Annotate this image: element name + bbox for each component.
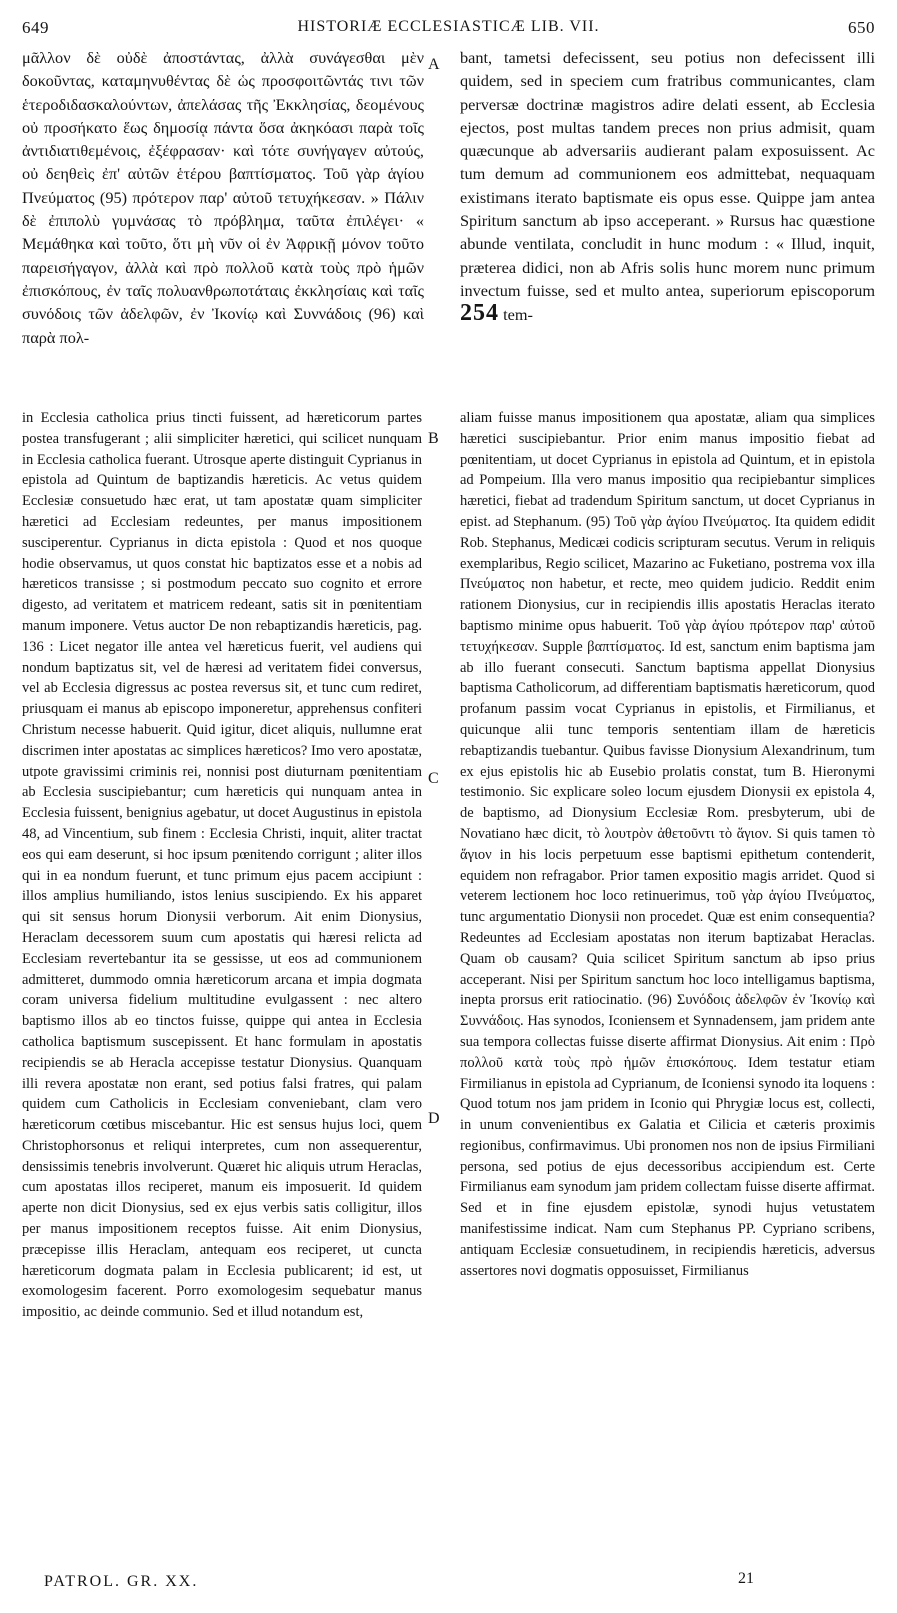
latin-text-after: tem- <box>503 305 533 325</box>
margin-marker-b: B <box>428 430 439 447</box>
latin-paragraph <box>460 46 875 327</box>
notes-left-text: in Ecclesia catholica prius tincti fuissent, ad hæreticorum partes postea transfugerant ; alii simpliciter hæretici, qui scilicet nunquam in Ecclesia catholica fuerant. Utrosque aperte distinguit Cyprianus in epistola ad Quintum de baptizandis hæreticis. Ac vetus quidem Ecclesiæ consuetudo hæc erat, ut tam apostatæ quam simpliciter hæretici ad Ecclesiam redeuntes, per manus impositionem susciperentur. Cyprianus in dicta epistola : Quod et nos quoque hodie observamus, ut quos constat hic baptizatos esse et a nobis ad hæreticos transisse ; si postmodum peccato suo cognito et errore digesto, ad veritatem et matricem redeant, satis sit in pœnitentiam manum imponere. Vetus auctor De non rebaptizandis hæreticis, pag. 136 : Licet negator ille antea vel hæreticus fuerit, vel audiens qui nondum baptizatus sit, vel de hæresi ad veritatem fidei conversus, vel ab Ecclesia digressus ac postea reversus sit, et tunc cum rediret, priusquam ei manus ab episcopo imponeretur, apprehensus confiteri Christum necesse habuerit. Quid igitur, dicet aliquis, nullumne erat discrimen inter apostatas ac simplices hæreticos? Imo vero apostatæ, utpote gravissimi criminis rei, nonnisi post diuturnam pœnitentiam ab Ecclesia suscipiebantur; cum hæreticis qui nunquam antea in Ecclesia fuissent, benignius agebatur, ut docet Augustinus in epistola 48, ad Vincentium, sub finem : Ecclesia Christi, inquit, aliter tractat eos qui eam deserunt, si hoc ipsum pœnitendo corrigunt ; aliter illos qui in ea nondum fuerunt, et tunc primum ejus pacem accipiunt : illos amplius humiliando, istos lenius suscipiendo. Ex his apparet qui sit sensus horum Dionysii verborum. Ait enim Dionysius, Heraclam decessorem suum cum apostatis qui hæresi relicta ad Ecclesiam revertebantur ita se gessisse, ut eos ad communionem admitteret, dummodo omnia hæreticorum arcana et impia dogmata coram universa fidelium multitudine evulgassent : nec altero baptismo illos ab eo tinctos fuisse, quippe qui antea in Ecclesia catholica baptismum suscepissent. Et hanc formulam in apostatis recipiendis se ab Heracla accepisse testatur Dionysius. Quanquam illi revera apostatæ non erant, sed potius falsi fratres, qui palam quidem cum Catholicis in Ecclesiam conveniebant, clam vero hæreticorum cœtibus miscebantur. Hic est sensus hujus loci, quem Christophorsonus et reliqui interpretes, cum non assequerentur, densissimis tenebris involverunt. Quæret hic aliquis utrum Heraclas, cum apostatas illos reciperet, manum eis imposuerit. Id quidem aperte non dicit Dionysius, sed ex ejus verbis satis colligitur, illos per manus impositionem receptos fuisse. Ait enim Dionysius, præcepisse illis Heraclam, antequam eos reciperet, ut cuncta hæreticorum dogmata palam in Ecclesia publicarent; id est, ut exomologesim facerent. Porro exomologesim sequebatur manus impositio, ac deinde communio. Sed et illud notandum est, <box>22 410 422 1321</box>
notes-right-column <box>460 408 875 1281</box>
page-number-left: 649 <box>22 18 49 37</box>
latin-text-before: bant, tametsi defecissent, seu potius non defecissent illi quidem, sed in speciem cum fratribus communicantes, clam perversæ doctrinæ magistros adire delati essent, ab Ecclesia ejectos, post multas tandem preces non prius admisit, quam quæcunque ab adversariis audierant palam exposuissent. Ac tum demum ad communionem eos admittebat, nequaquam existimans iterato baptismate eis opus esse. Quippe jam antea Spiritum sanctum ab ipso acceperant. » Rursus hac quæstione abunde ventilata, concludit in hunc modum : « Illud, inquit, præterea didici, non ab Afris solis hunc morem nunc primum invectum fuisse, sed et multo antea, superiorum episcoporum <box>460 48 875 300</box>
running-header <box>22 18 875 42</box>
footer-sheet-number: 21 <box>738 1570 754 1587</box>
page-marker-number: 254 <box>460 300 499 327</box>
notes-left-column <box>22 408 422 1323</box>
margin-marker-c: C <box>428 770 439 787</box>
margin-marker-d: D <box>428 1110 440 1127</box>
latin-text-column <box>460 46 875 327</box>
notes-right-text: aliam fuisse manus impositionem qua apostatæ, aliam qua simplices hæretici suscipiebantur. Prior enim manus impositio fiebat ad pœnitentiam, ut docet Cyprianus in epistola ad Quintum, et in epistola ad Pompeium. Illa vero manus impositio qua recipiebantur simplices hæretici, fiebat ad tradendum Spiritum sanctum, ut docet Cyprianus in epist. ad Stephanum. (95) Τοῦ γὰρ ἁγίου Πνεύματος. Ita quidem edidit Rob. Stephanus, Medicæi codicis scripturam secutus. Verum in reliquis exemplaribus, Regio scilicet, Mazarino ac Fuketiano, postrema vox illa Πνεύματος non habetur, et recte, meo quidem judicio. Reddit enim rationem Dionysius, cur in recipiendis illis apostatis Heraclas iterato baptismo minime opus habuerit. Τοῦ γὰρ ἁγίου πρότερον παρ' αὐτοῦ τετυχήκεσαν. Supple βαπτίσματος. Id est, sanctum enim baptisma jam ab illo fuerant consecuti. Sanctum baptisma appellat Dionysius baptisma Catholicorum, ad differentiam baptismatis hæreticorum, quod profanum passim vocat Cyprianus in epistolis, et Firmilianus, et quicunque alii tunc temporis sententiam illam de hæreticis rebaptizandis tuebantur. Quibus favisse Dionysium Alexandrinum, tum ex ejus epistolis hic ab Eusebio prolatis constat, tum B. Hieronymi testimonio. Sic explicare soleo locum ejusdem Dionysii ex epistola 4, de baptismo, ad Dionysium Ecclesiæ Rom. presbyterum, ubi de Novatiano hæc dicit, τὸ λουτρὸν ἀθετοῦντι τὸ ἅγιον. Si quis tamen τὸ ἅγιον in his locis perpetuum esse baptismi epithetum contenderit, equidem non refragabor. Prior tamen expositio magis arridet. Quod si veterem lectionem hoc loco retinuerimus, τοῦ γὰρ ἁγίου Πνεύματος, tunc argumentatio Dionysii non procedet. Quæ est enim consequentia? Redeuntes ad Ecclesiam apostatas non iterum baptizabat Heraclas. Quam ob causam? Quia scilicet Spiritum sanctum ab ipso prius acceperant. Nisi per Spiritum sanctum hoc loco intelligamus baptisma, inepta prorsus erit ratiocinatio. (96) Συνόδοις ἀδελφῶν ἐν Ἰκονίῳ καὶ Συννάδοις. Has synodos, Iconiensem et Synnadensem, jam pridem ante sua tempora collectas fuisse diserte affirmat Dionysius. Ait enim : Πρὸ πολλοῦ κατὰ τοὺς πρὸ ἡμῶν ἐπισκόπους. Idem testatur etiam Firmilianus in epistola ad Cyprianum, de Iconiensi synodo ita loquens : Quod totum nos jam pridem in Iconio qui Phrygiæ locus est, collecti, in unum convenientibus ex Galatia et Cilicia et cæteris proximis regionibus, confirmavimus. Ubi pronomen nos non de ipsius Firmiliani persona, sed potius de ejus decessoribus accipiendum est. Certe Firmilianus eam synodum jam pridem collectam fuisse diserte affirmat. Sed et in fine ejusdem epistolæ, synodi hujus vetustatem manifestissime indicat. Nam cum Stephanus PP. Cypriano scribens, antiquam Ecclesiæ consuetudinem, in recipiendis hæreticis, adversus assertores novi dogmatis opposuisset, Firmilianus <box>460 410 875 1279</box>
greek-paragraph: μᾶλλον δὲ οὐδὲ ἀποστάντας, ἀλλὰ συνάγεσθαι μὲν δοκοῦντας, καταμηνυθέντας δὲ ὡς προσφοιτῶντάς τινι τῶν ἑτεροδιδασκαλούντων, ἀπελάσας τῆς Ἐκκλησίας, δεομένους οὐ προσήκατο ἕως δημοσίᾳ πάντα ὅσα ἀκηκόασι παρὰ τοῖς ἀντιδιατιθεμένοις, ἐξέφρασαν· καὶ τότε συνήγαγεν αὐτούς, οὐ δεηθεὶς ἐπ' αὐτῶν ἑτέρου βαπτίσματος. Τοῦ γὰρ ἁγίου Πνεύματος (95) πρότερον παρ' αὐτοῦ τετυχήκεσαν. » Πάλιν δὲ ἐπιπολὺ γυμνάσας τὸ πρόβλημα, ταῦτα ἐπιλέγει· « Μεμάθηκα καὶ τοῦτο, ὅτι μὴ νῦν οἱ ἐν Ἀφρικῇ μόνον τοῦτο παρεισήγαγον, ἀλλὰ καὶ πρὸ πολλοῦ κατὰ τοὺς πρὸ ἡμῶν ἐπισκόπους, ἐν ταῖς πολυανθρωποτάταις ἐκκλησίαις καὶ ταῖς συνόδοις τῶν ἀδελφῶν, ἐν Ἰκονίῳ καὶ Συννάδοις (96) καὶ παρὰ πολ- <box>22 48 424 347</box>
footer-signature: PATROL. GR. XX. <box>44 1573 199 1590</box>
greek-text-column <box>22 46 424 349</box>
margin-marker-a: A <box>428 56 440 73</box>
page-number-right: 650 <box>848 18 875 37</box>
running-title: HISTORIÆ ECCLESIASTICÆ LIB. VII. <box>297 18 600 35</box>
